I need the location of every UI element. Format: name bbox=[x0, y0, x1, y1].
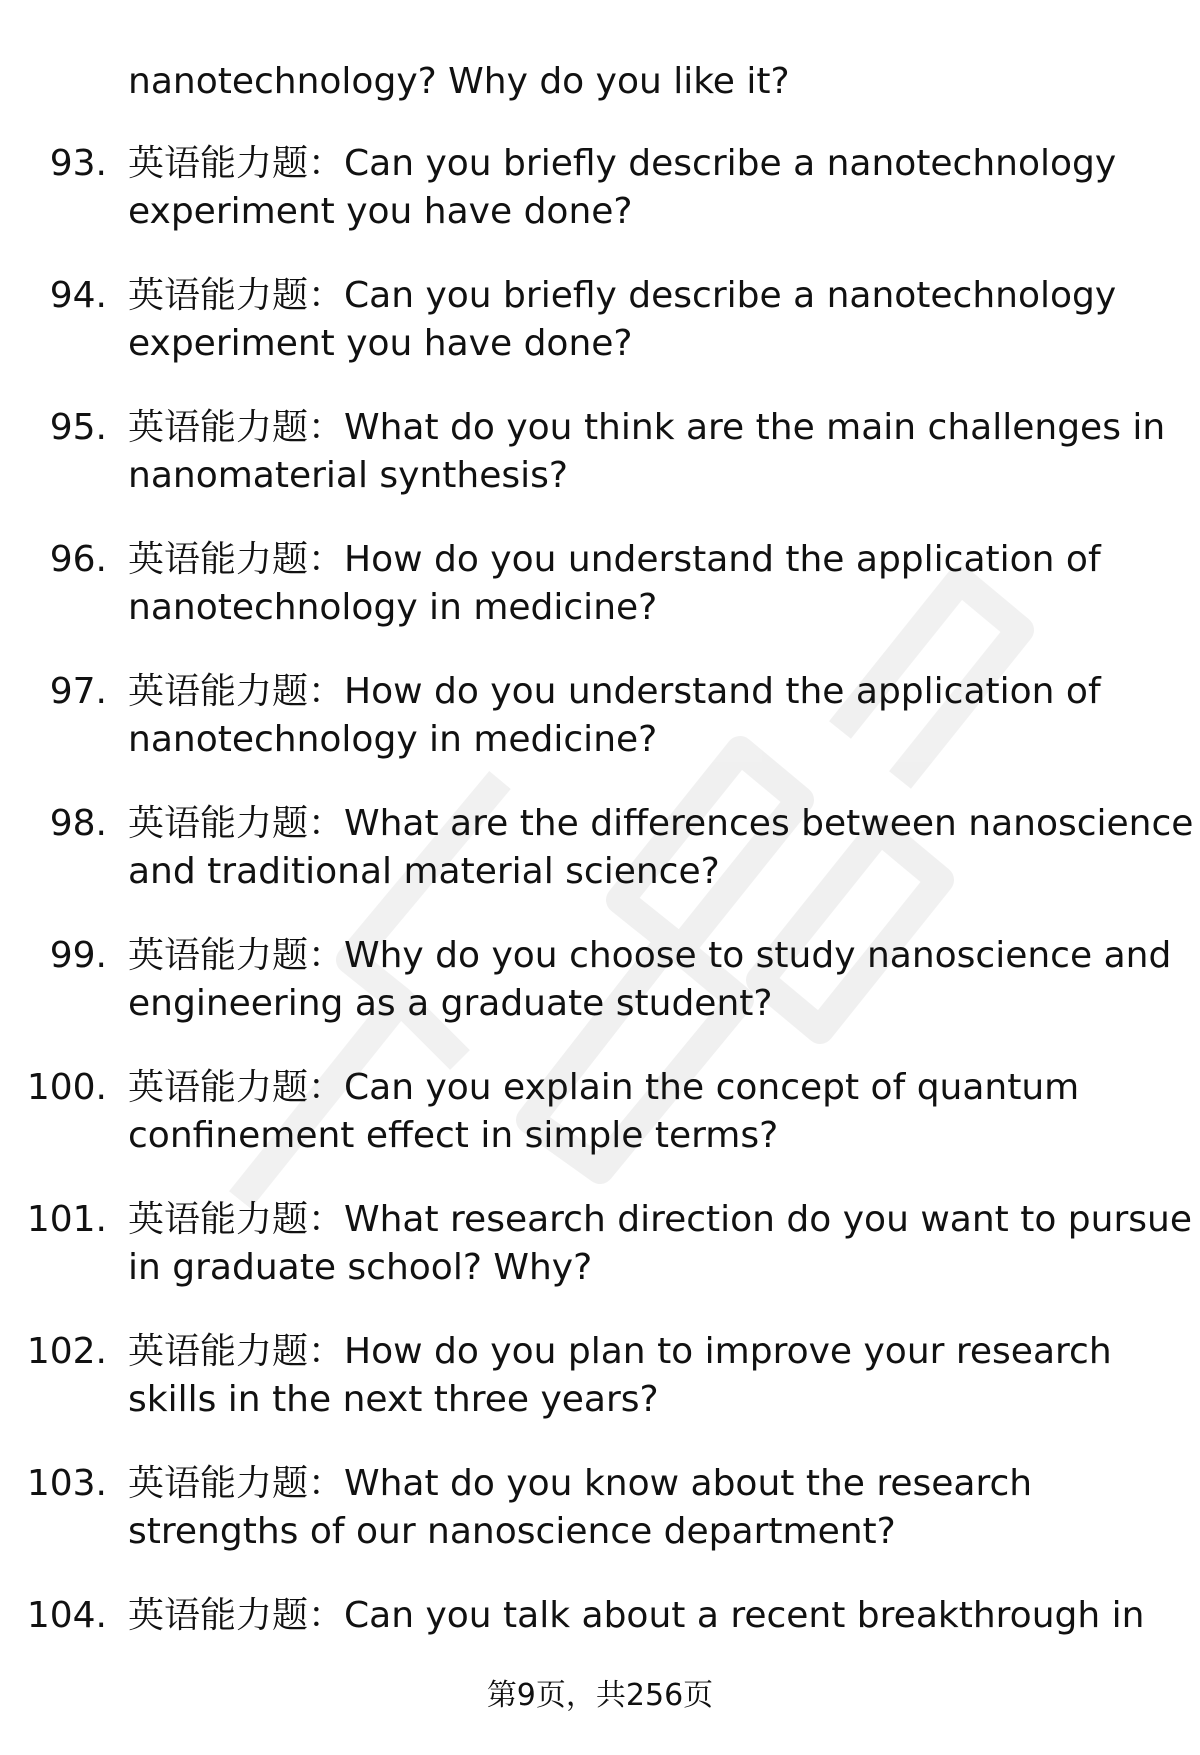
question-line: confinement effect in simple terms? bbox=[128, 1115, 779, 1156]
question-number: 103. bbox=[26, 1463, 107, 1504]
question-text bbox=[128, 1460, 1178, 1556]
question-number: 102. bbox=[26, 1331, 107, 1372]
question-text bbox=[128, 1064, 1178, 1160]
question-number: 104. bbox=[26, 1595, 107, 1636]
question-line: 英语能力题：How do you plan to improve your research bbox=[128, 1331, 1112, 1372]
question-line: 英语能力题：What are the differences between nanoscience bbox=[128, 803, 1194, 844]
question-text bbox=[128, 1592, 1178, 1640]
question-line: experiment you have done? bbox=[128, 323, 633, 364]
question-line: skills in the next three years? bbox=[128, 1379, 659, 1420]
question-line: 英语能力题：What do you think are the main challenges in bbox=[128, 407, 1166, 448]
page-footer: 第9页，共256页 bbox=[486, 1678, 714, 1713]
question-list bbox=[0, 140, 1200, 1724]
question-text bbox=[128, 1196, 1192, 1292]
question-line: in graduate school? Why? bbox=[128, 1247, 593, 1288]
question-line: 英语能力题：Why do you choose to study nanoscience and bbox=[128, 935, 1172, 976]
list-item bbox=[0, 668, 1200, 800]
question-text bbox=[128, 536, 1178, 632]
question-text bbox=[128, 932, 1178, 1028]
question-line: strengths of our nanoscience department? bbox=[128, 1511, 896, 1552]
list-item bbox=[0, 1460, 1200, 1592]
question-number: 94. bbox=[49, 275, 107, 316]
question-text bbox=[128, 800, 1194, 896]
list-item bbox=[0, 800, 1200, 932]
question-line: and traditional material science? bbox=[128, 851, 720, 892]
question-line: 英语能力题：How do you understand the application of bbox=[128, 671, 1101, 712]
list-item bbox=[0, 272, 1200, 404]
list-item bbox=[0, 1064, 1200, 1196]
question-number: 95. bbox=[49, 407, 107, 448]
question-number: 97. bbox=[49, 671, 107, 712]
question-number: 98. bbox=[49, 803, 107, 844]
question-line: 英语能力题：Can you explain the concept of quantum bbox=[128, 1067, 1080, 1108]
question-line: 英语能力题：How do you understand the application of bbox=[128, 539, 1101, 580]
question-number: 99. bbox=[49, 935, 107, 976]
question-line: 英语能力题：Can you briefly describe a nanotechnology bbox=[128, 143, 1117, 184]
question-line: nanotechnology in medicine? bbox=[128, 587, 658, 628]
question-number: 93. bbox=[49, 143, 107, 184]
question-line: 英语能力题：What do you know about the research bbox=[128, 1463, 1033, 1504]
question-text bbox=[128, 140, 1178, 236]
question-line: 英语能力题：Can you talk about a recent breakthrough in bbox=[128, 1595, 1145, 1636]
question-line: engineering as a graduate student? bbox=[128, 983, 773, 1024]
list-item bbox=[0, 140, 1200, 272]
question-line: 英语能力题：Can you briefly describe a nanotechnology bbox=[128, 275, 1117, 316]
list-item bbox=[0, 404, 1200, 536]
question-line: experiment you have done? bbox=[128, 191, 633, 232]
list-item bbox=[0, 1328, 1200, 1460]
list-item bbox=[0, 932, 1200, 1064]
question-line: nanomaterial synthesis? bbox=[128, 455, 568, 496]
continuation-line: nanotechnology? Why do you like it? bbox=[128, 61, 790, 102]
question-text bbox=[128, 404, 1178, 500]
question-text bbox=[128, 1328, 1178, 1424]
question-text bbox=[128, 272, 1178, 368]
list-item bbox=[0, 536, 1200, 668]
question-line: 英语能力题：What research direction do you want to pursue bbox=[128, 1199, 1192, 1240]
question-line: nanotechnology in medicine? bbox=[128, 719, 658, 760]
question-number: 101. bbox=[26, 1199, 107, 1240]
list-item bbox=[0, 1196, 1200, 1328]
question-number: 96. bbox=[49, 539, 107, 580]
question-text bbox=[128, 668, 1178, 764]
question-number: 100. bbox=[26, 1067, 107, 1108]
